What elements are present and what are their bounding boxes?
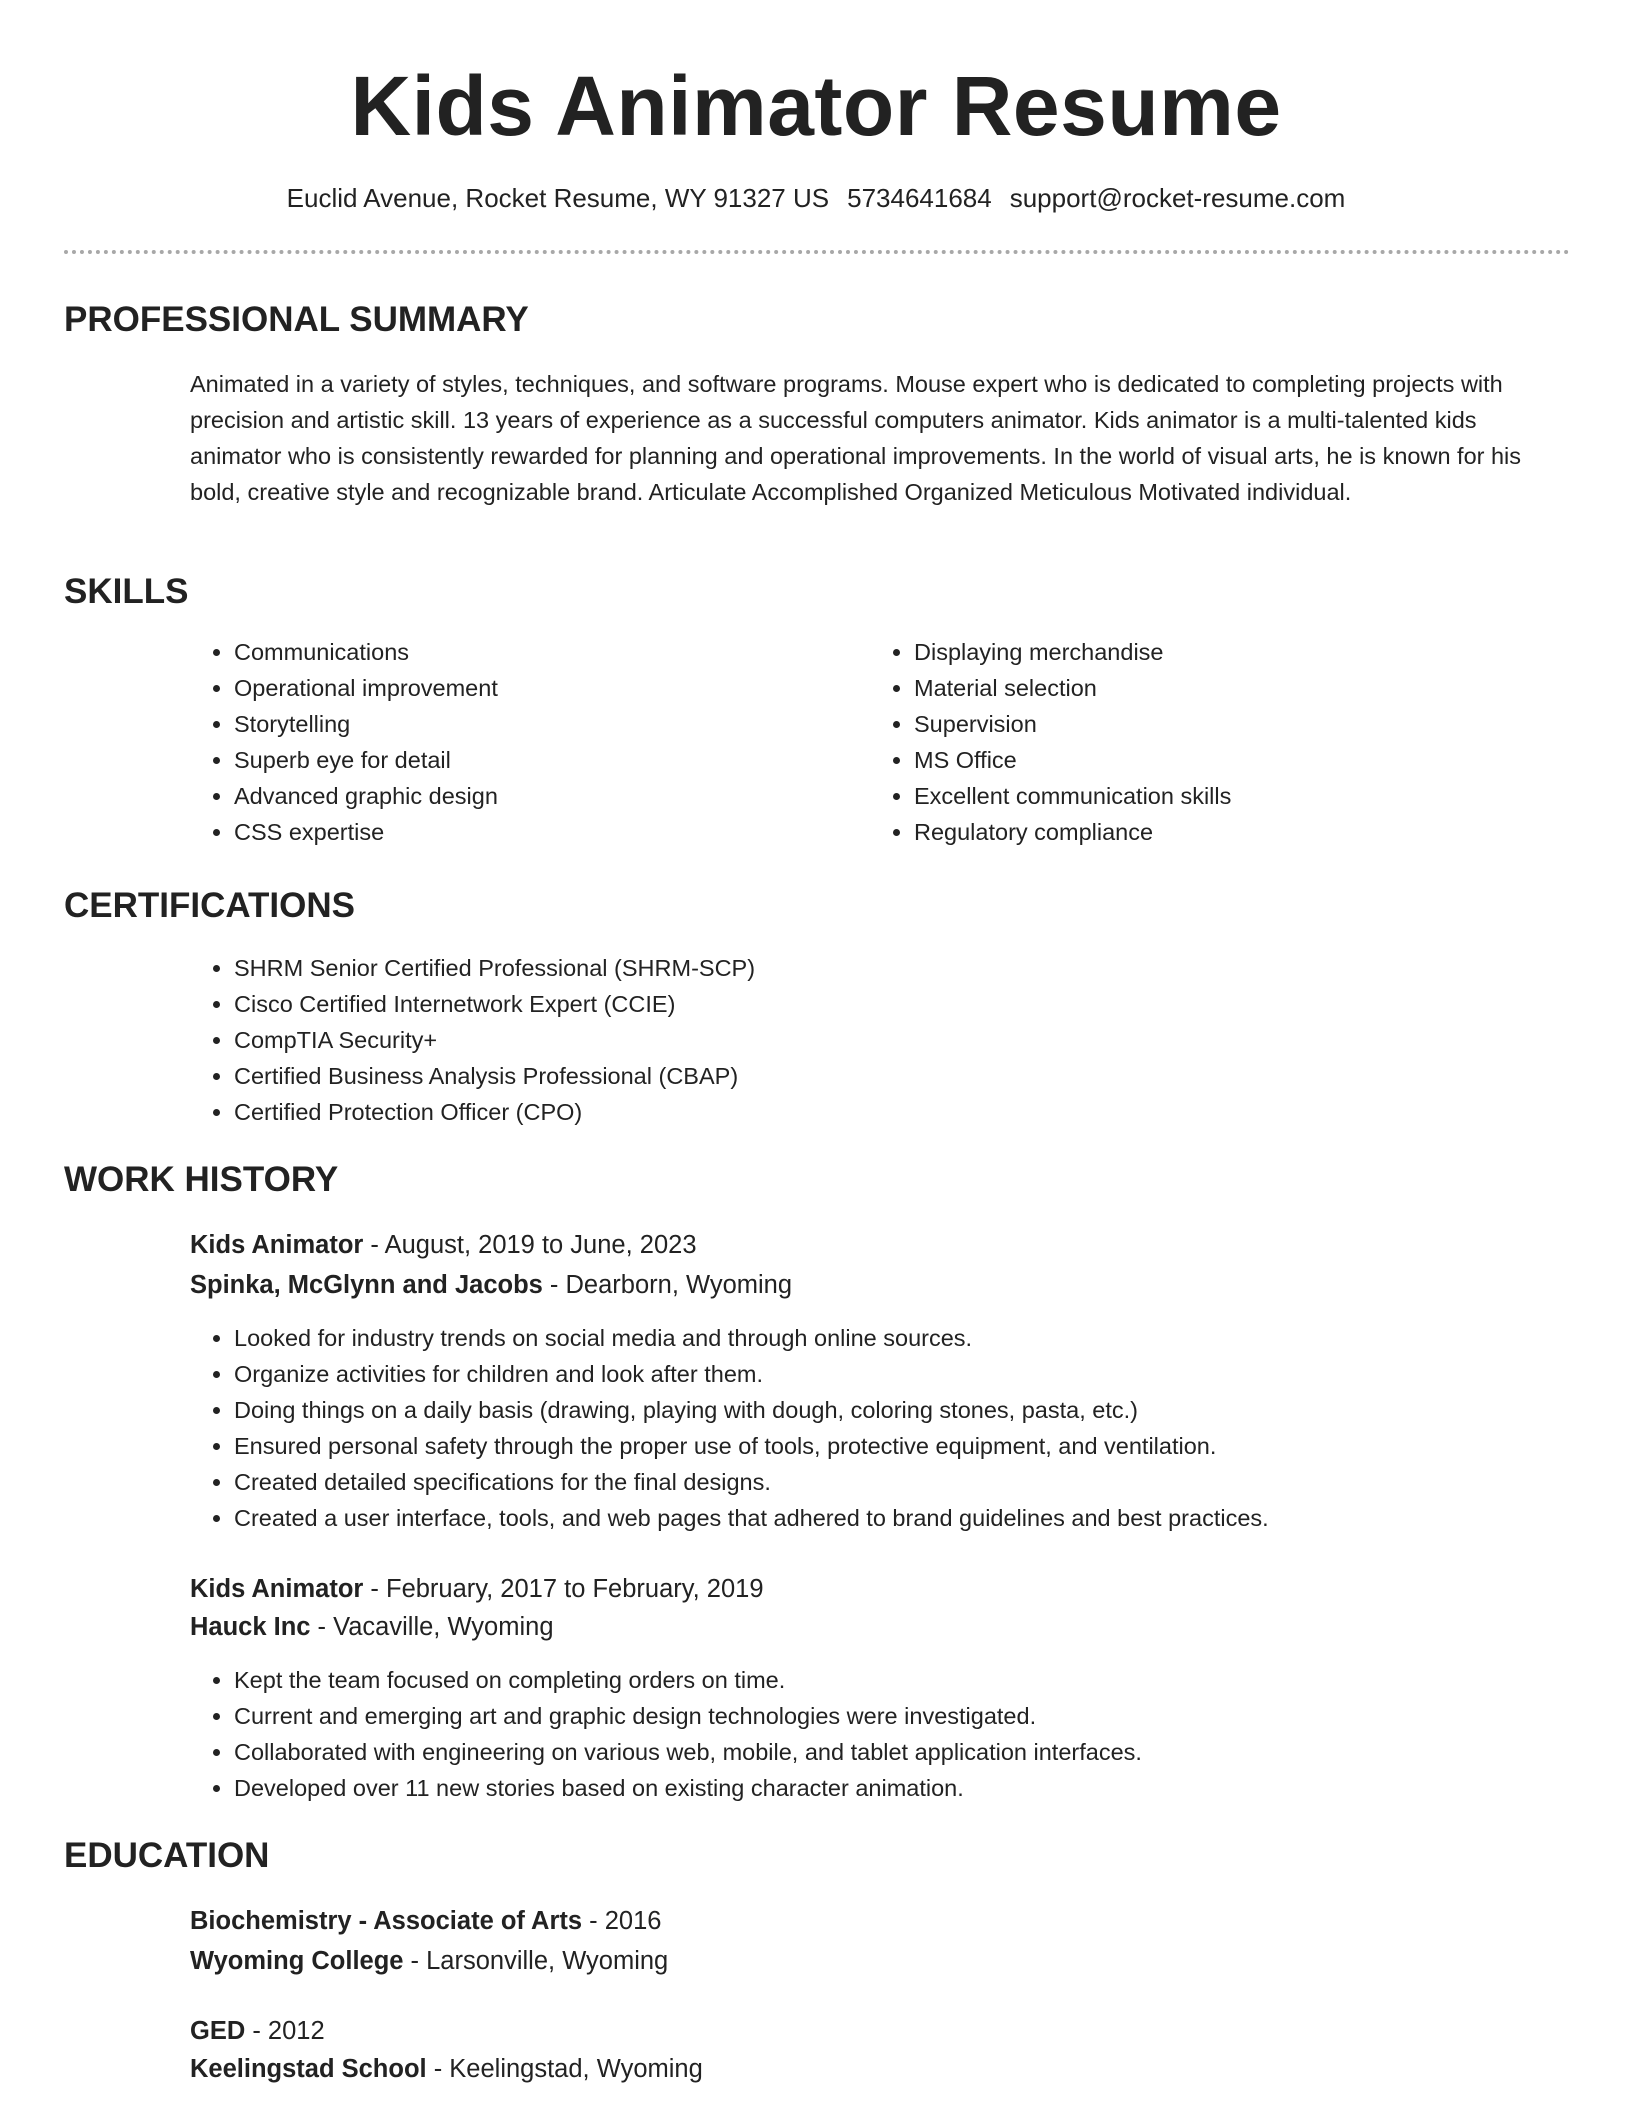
job-dates: - February, 2017 to February, 2019 [363,1575,764,1603]
certification-item: • Cisco Certified Internetwork Expert (CCIE) [234,986,1534,1022]
certifications-heading: CERTIFICATIONS [64,886,356,925]
resume-title: Kids Animator Resume [350,59,1282,153]
education-degree: Biochemistry - Associate of Arts [190,1907,583,1935]
job-duty: • Organize activities for children and look after them. [234,1356,1594,1392]
job-title-line [190,1226,697,1264]
job-duty: • Created detailed specifications for the final designs. [234,1464,1594,1500]
job-dates: - August, 2019 to June, 2023 [363,1231,697,1259]
summary-text: Animated in a variety of styles, techniques, and software programs. Mouse expert who is dedicated to completing projects with precision and artistic skill. 13 years of experience as a successful computers animator. Kids animator is a multi-talented kids animator who is consistently rewarded for planning and operational improvements. In the world of visual arts, he is known for his bold, creative style and recognizable brand. Articulate Accomplished Organized Meticulous Motivated individual. [190,371,1522,505]
contact-email: support@rocket-resume.com [1009,183,1346,213]
certification-item: • Certified Protection Officer (CPO) [234,1094,1534,1130]
job-location: - Vacaville, Wyoming [310,1613,554,1641]
education-location: - Larsonville, Wyoming [403,1947,669,1975]
education-school-line [190,2050,703,2088]
education-school-line [190,1942,668,1980]
contact-phone: 5734641684 [847,183,992,213]
header-divider [64,250,1570,254]
job-company: Spinka, McGlynn and Jacobs [190,1271,543,1299]
job-duty: • Looked for industry trends on social media and through online sources. [234,1320,1594,1356]
job-duty: • Doing things on a daily basis (drawing, playing with dough, coloring stones, pasta, etc.) [234,1392,1594,1428]
education-heading: EDUCATION [64,1836,270,1875]
skill-item: • Material selection [914,670,1554,706]
education-location: - Keelingstad, Wyoming [426,2055,703,2083]
education-year: - 2016 [582,1907,662,1935]
job-duty: • Created a user interface, tools, and web pages that adhered to brand guidelines and best practices. [234,1500,1594,1536]
education-degree-line [190,1902,661,1940]
education-degree: GED [190,2017,246,2045]
job-duty: • Developed over 11 new stories based on existing character animation. [234,1770,1594,1806]
education-degree-line [190,2012,325,2050]
job-duty: • Kept the team focused on completing orders on time. [234,1662,1594,1698]
education-year: - 2012 [245,2017,325,2045]
job-company: Hauck Inc [190,1613,311,1641]
skill-item: • Operational improvement [234,670,854,706]
skills-list-right [870,634,1554,850]
job-title-line [190,1570,764,1608]
certification-item: • Certified Business Analysis Professional (CBAP) [234,1058,1534,1094]
skill-item: • Regulatory compliance [914,814,1554,850]
skill-item: • Communications [234,634,854,670]
certification-item: • CompTIA Security+ [234,1022,1534,1058]
certifications-list [190,950,1534,1130]
skills-heading: SKILLS [64,572,189,611]
contact-line [0,180,1632,216]
job-duty: • Current and emerging art and graphic design technologies were investigated. [234,1698,1594,1734]
skill-item: • Displaying merchandise [914,634,1554,670]
certification-item: • SHRM Senior Certified Professional (SHRM-SCP) [234,950,1534,986]
skill-item: • Superb eye for detail [234,742,854,778]
education-school: Keelingstad School [190,2055,427,2083]
contact-address: Euclid Avenue, Rocket Resume, WY 91327 US [286,183,830,213]
job-company-line [190,1266,792,1304]
job-duty: • Collaborated with engineering on various web, mobile, and tablet application interfaces. [234,1734,1594,1770]
skill-item: • Supervision [914,706,1554,742]
summary-heading: PROFESSIONAL SUMMARY [64,300,529,339]
skills-list-left [190,634,854,850]
job-title: Kids Animator [190,1575,364,1603]
work-history-heading: WORK HISTORY [64,1160,339,1199]
job-duty: • Ensured personal safety through the proper use of tools, protective equipment, and ventilation. [234,1428,1594,1464]
skill-item: • Advanced graphic design [234,778,854,814]
job-title: Kids Animator [190,1231,364,1259]
skill-item: • CSS expertise [234,814,854,850]
job-duties-list [190,1320,1594,1536]
job-company-line [190,1608,554,1646]
skill-item: • Excellent communication skills [914,778,1554,814]
skill-item: • Storytelling [234,706,854,742]
education-school: Wyoming College [190,1947,404,1975]
job-location: - Dearborn, Wyoming [542,1271,793,1299]
skill-item: • MS Office [914,742,1554,778]
job-duties-list [190,1662,1594,1806]
